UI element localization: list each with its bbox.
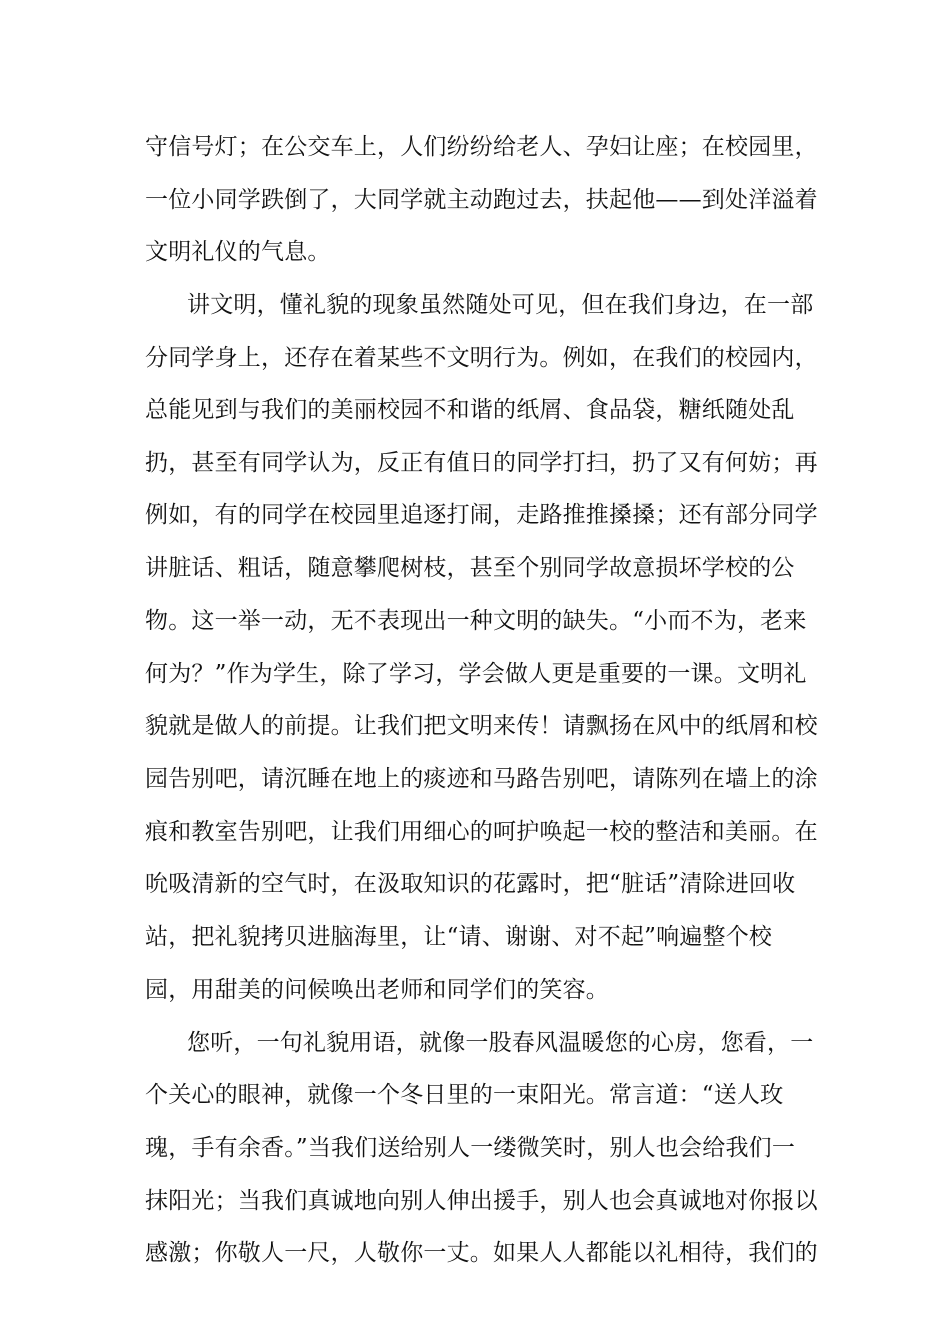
text-line: 站，把礼貌拷贝进脑海里，让“请、谢谢、对不起”响遍整个校 bbox=[145, 924, 773, 950]
text-line: 讲脏话、粗话，随意攀爬树枝，甚至个别同学故意损坏学校的公 bbox=[145, 555, 795, 581]
text-line: 物。这一举一动，无不表现出一种文明的缺失。“小而不为，老来 bbox=[145, 608, 807, 634]
text-line: 何为？”作为学生，除了学习，学会做人更是重要的一课。文明礼 bbox=[145, 661, 807, 687]
text-line: 扔，甚至有同学认为，反正有值日的同学打扫，扔了又有何妨；再 bbox=[145, 450, 818, 476]
text-line: 感激；你敬人一尺，人敬你一丈。如果人人都能以礼相待，我们的 bbox=[145, 1240, 818, 1266]
text-line: 讲文明，懂礼貌的现象虽然随处可见，但在我们身边，在一部 bbox=[187, 292, 814, 318]
text-line: 总能见到与我们的美丽校园不和谐的纸屑、食品袋，糖纸随处乱 bbox=[145, 397, 795, 423]
text-line: 守信号灯；在公交车上，人们纷纷给老人、孕妇让座；在校园里， bbox=[145, 134, 818, 160]
text-line: 园，用甜美的问候唤出老师和同学们的笑容。 bbox=[145, 977, 609, 1003]
text-line: 吮吸清新的空气时，在汲取知识的花露时，把“脏话”清除进回收 bbox=[145, 871, 796, 897]
text-line: 例如，有的同学在校园里追逐打闹，走路推推搡搡；还有部分同学 bbox=[145, 502, 818, 528]
text-line: 园告别吧，请沉睡在地上的痰迹和马路告别吧，请陈列在墙上的涂 bbox=[145, 766, 818, 792]
text-line: 痕和教室告别吧，让我们用细心的呵护唤起一校的整洁和美丽。在 bbox=[145, 819, 818, 845]
text-line: 您听，一句礼貌用语，就像一股春风温暖您的心房，您看，一 bbox=[187, 1030, 814, 1056]
text-line: 个关心的眼神，就像一个冬日里的一束阳光。常言道：“送人玫 bbox=[145, 1082, 784, 1108]
text-line: 文明礼仪的气息。 bbox=[145, 239, 331, 265]
text-line: 貌就是做人的前提。让我们把文明来传！请飘扬在风中的纸屑和校 bbox=[145, 713, 818, 739]
text-line: 一位小同学跌倒了，大同学就主动跑过去，扶起他——到处洋溢着 bbox=[145, 187, 818, 213]
text-line: 抹阳光；当我们真诚地向别人伸出援手，别人也会真诚地对你报以 bbox=[145, 1188, 818, 1214]
text-line: 瑰，手有余香。”当我们送给别人一缕微笑时，别人也会给我们一 bbox=[145, 1135, 796, 1161]
text-line: 分同学身上，还存在着某些不文明行为。例如，在我们的校园内， bbox=[145, 345, 818, 371]
